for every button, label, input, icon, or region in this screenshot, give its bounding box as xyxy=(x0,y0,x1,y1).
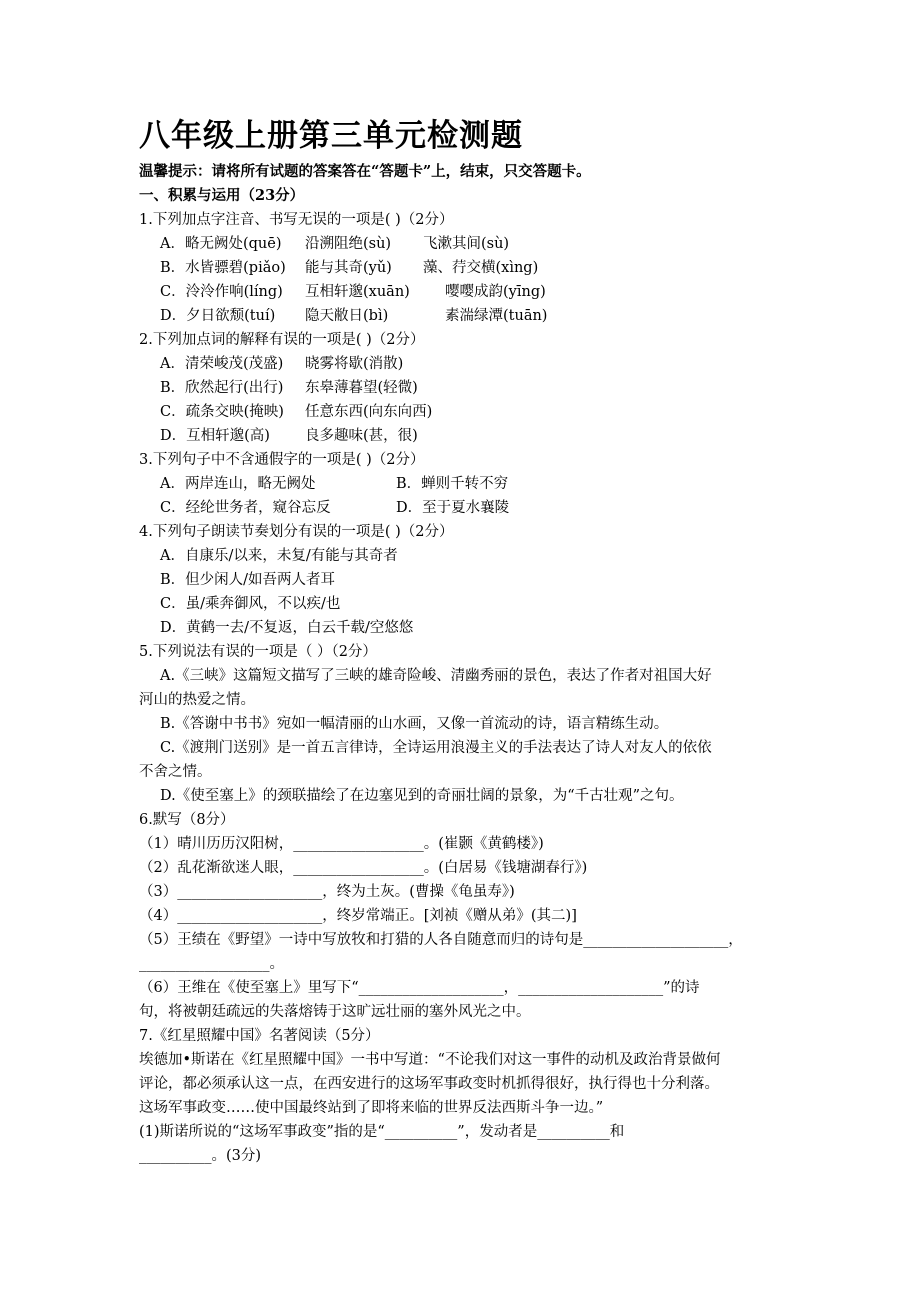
question-stem: 5.下列说法有误的一项是（ ）（2分） xyxy=(139,644,377,660)
dictation-item: （6）王维在《使至塞上》里写下“____________________，____________________”的诗 xyxy=(139,980,700,996)
option-row xyxy=(139,280,789,304)
question-3 xyxy=(139,448,789,520)
exam-page xyxy=(139,116,789,1168)
option-item: C．经纶世务者，窥谷忘反 xyxy=(160,500,331,516)
question-7 xyxy=(139,1024,789,1168)
question-stem: 7.《红星照耀中国》名著阅读（5分） xyxy=(139,1028,380,1044)
option-line: C.《渡荆门送别》是一首五言律诗，全诗运用浪漫主义的手法表达了诗人对友人的依依 xyxy=(160,740,712,756)
option-item: C．疏条交映(掩映) xyxy=(160,404,284,420)
option-item: 飞漱其间(sù) xyxy=(423,236,510,252)
option-item: A．两岸连山，略无阙处 xyxy=(160,476,316,492)
question-stem: 4.下列句子朗读节奏划分有误的一项是( )（2分） xyxy=(139,524,454,540)
option-row xyxy=(139,256,789,280)
dictation-item: 句，将被朝廷疏远的失落熔铸于这旷远壮丽的塞外风光之中。 xyxy=(139,1004,531,1020)
question-5 xyxy=(139,640,789,808)
section-heading: 一、积累与运用（23分） xyxy=(139,187,305,204)
dictation-item: （5）王绩在《野望》一诗中写放牧和打猎的人各自随意而归的诗句是____________________， xyxy=(139,932,743,948)
option-row xyxy=(139,496,789,520)
dictation-item: （4）____________________，终岁常端正。[刘祯《赠从弟》(其二)] xyxy=(139,908,577,924)
question-stem: 1.下列加点字注音、书写无误的一项是( )（2分） xyxy=(139,212,454,228)
option-continuation: 河山的热爱之情。 xyxy=(139,692,255,708)
option-line: A.《三峡》这篇短文描写了三峡的雄奇险峻、清幽秀丽的景色，表达了作者对祖国大好 xyxy=(160,668,712,684)
option-row xyxy=(139,400,789,424)
option-item: 东皋薄暮望(轻微) xyxy=(305,380,418,396)
option-line: D．黄鹤一去/不复返，白云千载/空悠悠 xyxy=(160,620,414,636)
dictation-item: __________________。 xyxy=(139,956,284,972)
question-1 xyxy=(139,208,789,328)
option-row xyxy=(139,352,789,376)
passage-line: 埃德加•斯诺在《红星照耀中国》一书中写道：“不论我们对这一事件的动机及政治背景做何 xyxy=(139,1052,721,1068)
option-row xyxy=(139,232,789,256)
option-item: 良多趣味(甚，很) xyxy=(305,428,418,444)
option-item: B．蝉则千转不穷 xyxy=(396,476,509,492)
option-line: A．自康乐/以来，未复/有能与其奇者 xyxy=(160,548,398,564)
option-item: B．水皆骠碧(piǎo) xyxy=(160,260,286,276)
option-row xyxy=(139,472,789,496)
question-4 xyxy=(139,520,789,640)
option-item: D．互相轩邈(高) xyxy=(160,428,270,444)
option-item: C．泠泠作响(líng) xyxy=(160,284,283,300)
option-item: 互相轩邈(xuān) xyxy=(305,284,410,300)
page-title: 八年级上册第三单元检测题 xyxy=(139,118,523,154)
option-line: B.《答谢中书书》宛如一幅清丽的山水画，又像一首流动的诗，语言精练生动。 xyxy=(160,716,669,732)
passage-line: 评论，都必须承认这一点，在西安进行的这场军事政变时机抓得很好，执行得也十分利落。 xyxy=(139,1076,719,1092)
option-item: 沿溯阻绝(sù) xyxy=(305,236,392,252)
passage-line: 这场军事政变……使中国最终站到了即将来临的世界反法西斯斗争一边。” xyxy=(139,1100,604,1116)
option-item: 能与其奇(yǔ) xyxy=(305,260,392,276)
option-line: D.《使至塞上》的颈联描绘了在边塞见到的奇丽壮阔的景象，为“千古壮观”之句。 xyxy=(160,788,684,804)
question-stem: 2.下列加点词的解释有误的一项是( )（2分） xyxy=(139,332,425,348)
dictation-item: （3）____________________，终为土灰。(曹操《龟虽寿》) xyxy=(139,884,515,900)
option-item: A．略无阙处(quē) xyxy=(160,236,282,252)
sub-question: __________。(3分) xyxy=(139,1148,262,1164)
question-stem: 6.默写（8分） xyxy=(139,812,235,828)
option-item: 任意东西(向东向西) xyxy=(305,404,433,420)
tip-text: 温馨提示：请将所有试题的答案答在“答题卡”上，结束，只交答题卡。 xyxy=(139,163,591,180)
option-continuation: 不舍之情。 xyxy=(139,764,212,780)
option-item: A．清荣峻茂(茂盛) xyxy=(160,356,284,372)
option-item: 嘤嘤成韵(yīng) xyxy=(445,284,546,300)
option-item: B．欣然起行(出行) xyxy=(160,380,284,396)
question-stem: 3.下列句子中不含通假字的一项是( )（2分） xyxy=(139,452,425,468)
sub-question: (1)斯诺所说的“这场军事政变”指的是“__________”，发动者是__________和 xyxy=(139,1124,625,1140)
option-item: 隐天敝日(bì) xyxy=(305,308,389,324)
option-item: 晓雾将歇(消散) xyxy=(305,356,404,372)
dictation-item: （1）晴川历历汉阳树，__________________。(崔颢《黄鹤楼》) xyxy=(139,836,544,852)
option-line: C．虽/乘奔御风，不以疾/也 xyxy=(160,596,341,612)
question-2 xyxy=(139,328,789,448)
option-item: 素湍绿潭(tuān) xyxy=(445,308,548,324)
option-row xyxy=(139,304,789,328)
option-item: D．至于夏水襄陵 xyxy=(396,500,510,516)
option-row xyxy=(139,376,789,400)
question-6 xyxy=(139,808,789,1024)
option-item: 藻、荇交横(xìng) xyxy=(423,260,539,276)
option-line: B．但少闲人/如吾两人者耳 xyxy=(160,572,336,588)
option-row xyxy=(139,424,789,448)
dictation-item: （2）乱花渐欲迷人眼，__________________。(白居易《钱塘湖春行》) xyxy=(139,860,588,876)
option-item: D．夕日欲颓(tuí) xyxy=(160,308,276,324)
